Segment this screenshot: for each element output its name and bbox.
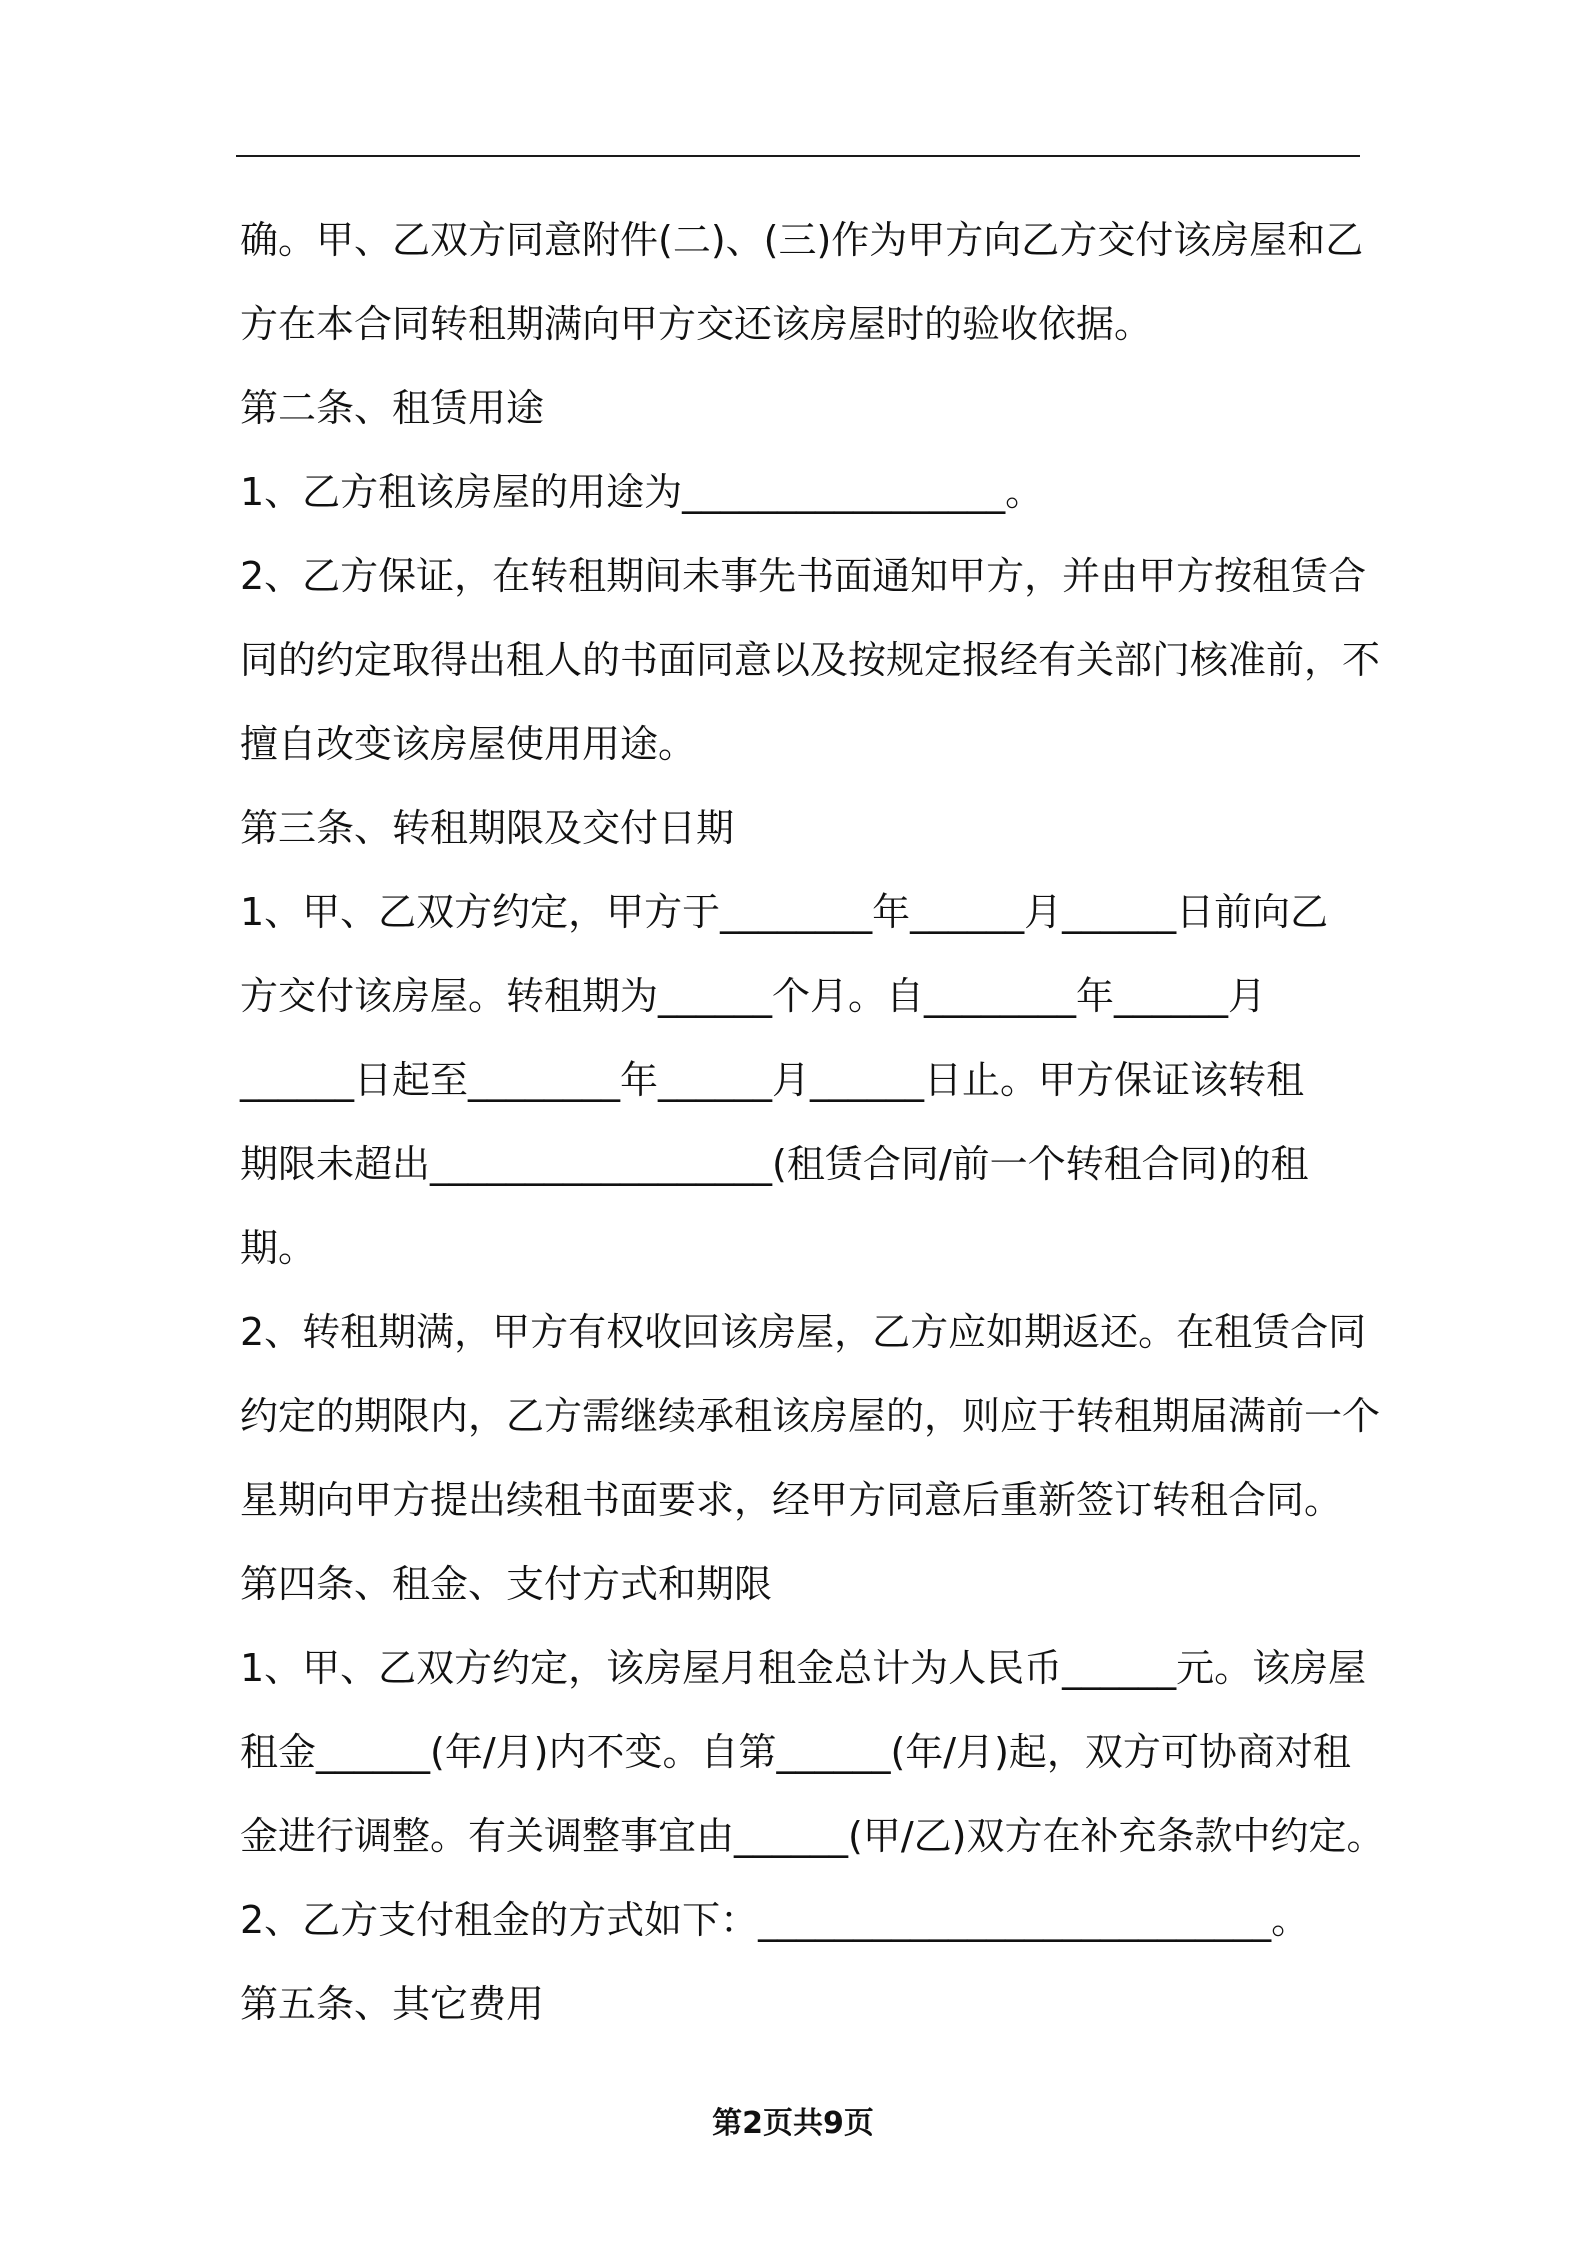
text-line: 2、乙方保证，在转租期间未事先书面通知甲方，并由甲方按租赁合	[240, 554, 1367, 598]
text-line: 1、甲、乙双方约定，该房屋月租金总计为人民币______元。该房屋	[240, 1646, 1367, 1690]
text-line: 期限未超出__________________(租赁合同/前一个转租合同)的租	[240, 1142, 1309, 1186]
text-line: 1、甲、乙双方约定，甲方于________年______月______日前向乙	[240, 890, 1329, 934]
text-line: ______日起至________年______月______日止。甲方保证该转租	[240, 1058, 1305, 1102]
text-line: 期。	[240, 1226, 317, 1270]
text-line: 约定的期限内，乙方需继续承租该房屋的，则应于转租期届满前一个	[240, 1394, 1381, 1438]
section-heading: 第五条、其它费用	[240, 1982, 545, 2026]
text-line: 2、转租期满，甲方有权收回该房屋，乙方应如期返还。在租赁合同	[240, 1310, 1367, 1354]
page-number: 第2页共9页	[712, 2106, 874, 2141]
section-heading: 第二条、租赁用途	[240, 386, 545, 430]
text-line: 租金______(年/月)内不变。自第______(年/月)起，双方可协商对租	[240, 1730, 1351, 1774]
text-line: 2、乙方支付租金的方式如下：___________________________。	[240, 1898, 1310, 1942]
section-heading: 第三条、转租期限及交付日期	[240, 806, 735, 850]
document-body	[240, 198, 1385, 2046]
text-line: 方交付该房屋。转租期为______个月。自________年______月	[240, 974, 1267, 1018]
text-line: 金进行调整。有关调整事宜由______(甲/乙)双方在补充条款中约定。	[240, 1814, 1385, 1858]
text-line: 确。甲、乙双方同意附件(二)、(三)作为甲方向乙方交付该房屋和乙	[240, 218, 1364, 262]
text-line: 方在本合同转租期满向甲方交还该房屋时的验收依据。	[240, 302, 1153, 346]
text-line: 1、乙方租该房屋的用途为_________________。	[240, 470, 1044, 514]
section-heading: 第四条、租金、支付方式和期限	[240, 1562, 773, 1606]
header-rule	[236, 155, 1360, 157]
text-line: 同的约定取得出租人的书面同意以及按规定报经有关部门核准前，不	[240, 638, 1381, 682]
text-line: 星期向甲方提出续租书面要求，经甲方同意后重新签订转租合同。	[240, 1478, 1343, 1522]
text-line: 擅自改变该房屋使用用途。	[240, 722, 697, 766]
